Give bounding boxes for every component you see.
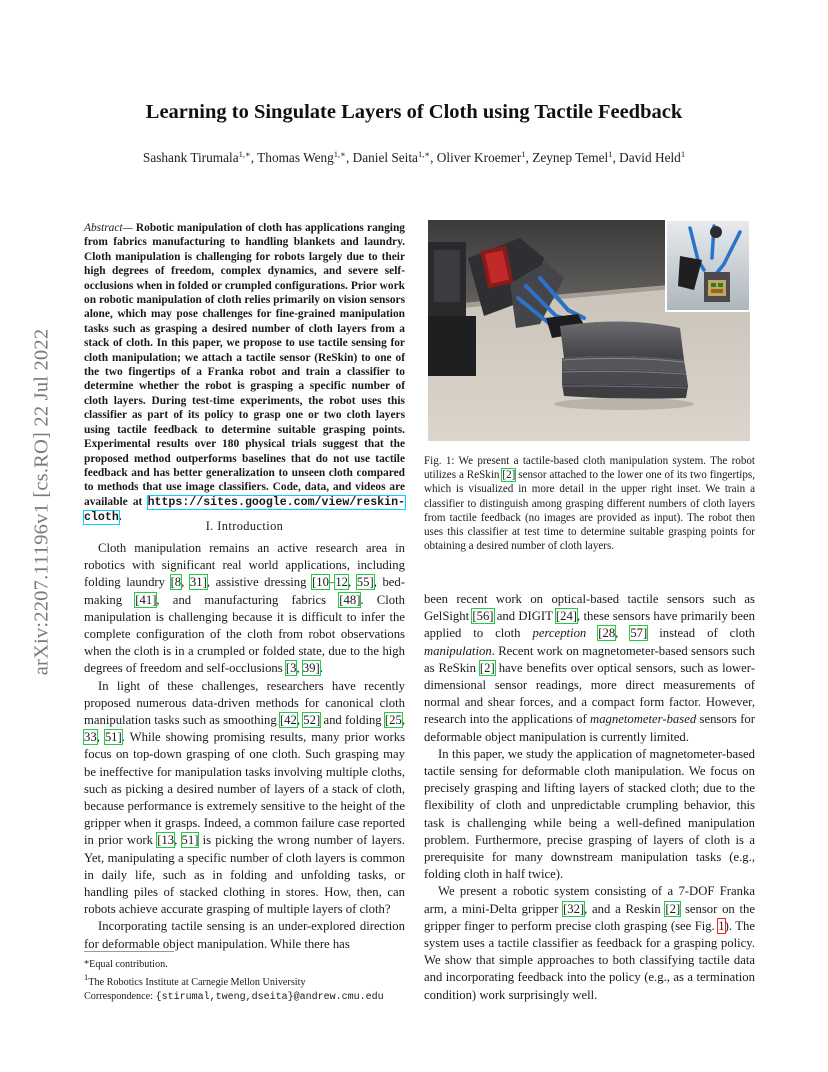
introduction-body [84,540,405,953]
author-name: Sashank Tirumala [142,150,239,165]
footnote-correspondence [84,990,405,1004]
citation-link[interactable]: 39] [302,661,320,676]
right-column-body [424,591,755,1004]
author-name: Daniel Seita [352,150,418,165]
abstract-label: Abstract— [84,222,133,234]
author-affiliation: 1 [680,149,686,159]
arxiv-identifier: arXiv:2207.11196v1 [cs.RO] 22 Jul 2022 [30,328,53,676]
author-name: Oliver Kroemer [436,150,522,165]
citation-link[interactable]: 31] [189,575,207,590]
author-name: Thomas Weng [257,150,334,165]
abstract [84,221,405,526]
paragraph: We present a robotic system consisting of a 7-DOF Franka arm, a mini-Delta gripper [32], and a Reskin [2] sensor on the gripper finger to perform precise cloth grasping (see Fig. 1). The system uses a tactile classifier as feedback for a grasping policy. We show that simple approaches to both classifying tactile data and incorporating feedback into the policy (e.g., as a termination condition) work surprisingly well. [424,884,755,1002]
abstract-end: . [118,511,122,524]
paragraph: Cloth manipulation remains an active research area in robotics with significant real world applications, including folding laundry [8, 31], assistive dressing [10–12, 55], bed-making [41], and manufacturing fabrics [48]. Cloth manipulation is challenging because it is difficult to infer the complete configuration of the cloth from robot observations when the cloth is in a crumpled or folded state, due to the high degrees of freedom and self-occlusions [3, 39]. [84,541,406,676]
affiliation-text: The Robotics Institute at Carnegie Mellon University [88,977,306,989]
citation-link[interactable]: 33 [84,730,97,745]
citation-link[interactable]: [32] [563,901,585,916]
citation-link[interactable]: [2] [665,901,681,916]
author-list: Sashank Tirumala$^{1,∗}$, Thomas Weng$^{1,∗}$, Daniel Seita$^{1,∗}$, Oliver Kroemer$^1$, Zeynep Temel$^1$, David Held$^1$ [142,149,686,165]
correspondence-label: Correspondence: [84,990,156,1002]
citation-link[interactable]: 55] [356,575,374,590]
author-name: Zeynep Temel [532,150,609,165]
footnotes [84,958,405,1004]
gripper-inset [666,220,750,311]
citation-link[interactable]: [28 [598,626,616,641]
author-name: David Held [619,150,681,165]
paragraph: been recent work on optical-based tactile sensors such as GelSight [56] and DIGIT [24], these sensors have primarily been applied to cloth perception [28, 57] instead of cloth manipulation. Recent work on magnetometer-based sensors such as ReSkin [2] have benefits over optical sensors, such as lower-dimensional sensor readings, more direct measurements of normal and shear forces, and a compact form factor. However, research into the applications of magnetometer-based sensors for deformable object manipulation is currently limited. [424,592,755,744]
author-affiliation: 1,∗ [333,149,346,159]
citation-link[interactable]: [56] [472,609,494,624]
citation-link[interactable]: [2] [479,660,495,675]
citation-link[interactable]: 52] [303,713,321,728]
citation-link[interactable]: 51] [181,833,199,848]
citation-link[interactable]: [48] [339,592,361,607]
paragraph: Incorporating tactile sensing is an under-explored direction for deformable object manipulation. While there has [84,919,405,951]
paragraph: In light of these challenges, researchers have recently proposed numerous data-driven methods for canonical cloth manipulation tasks such as smoothing [42, 52] and folding [25, 33, 51]. While showing promising results, many prior works focus on top-down grasping of one cloth. Such grasping may be ineffective for manipulation tasks involving multiple cloths, such as picking a desired number of layers of a stack of cloth, because performance is extremely sensitive to the height of the gripper when it grasps. Indeed, a common failure case reported in prior work [13, 51] is picking the wrong number of layers. Yet, manipulating a specific number of cloth layers is common in daily life, such as in folding and unfolding tasks, or handling piles of stacked clothing in stores. How, then, can robots achieve accurate grasping of multiple layers of cloth? [84,678,406,917]
figure-reference-link[interactable]: 1 [718,918,725,933]
figure-caption: Fig. 1: We present a tactile-based cloth manipulation system. The robot utilizes a ReSkin [2] sensor attached to the lower one of its two fingertips, which is visualized in more detail in the upper right inset. We train a classifier to distinguish among grasping different numbers of cloth layers from tactile feedback (no images are provided as input). The robot then uses this classifier at test time to determine suitable grasping points for obtaining a desired number of cloth layers. [424,455,755,553]
emphasis: perception [532,626,587,641]
citation-link[interactable]: [41] [135,592,157,607]
citation-link[interactable]: 51] [104,730,122,745]
citation-link[interactable]: [42 [279,713,297,728]
correspondence-emails[interactable]: {stirumal,tweng,dseita}@andrew.cmu.edu [155,991,384,1003]
footnote-affiliation [84,971,405,989]
citation-link[interactable]: 57] [630,626,648,641]
footnote-equal-contribution: *Equal contribution. [84,959,168,970]
emphasis: manipulation [424,643,492,658]
project-link[interactable]: https://sites.google.com/view/reskin-cloth [84,495,405,525]
abstract-text: Robotic manipulation of cloth has applications ranging from fabrics manufacturing to handling blankets and laundry. Cloth manipulation is challenging for robots largely due to their high degrees of freedom, complex dynamics, and severe self-occlusions when in folded or crumpled configurations. Prior work on robotic manipulation of cloth relies primarily on vision sensors alone, which may pose challenges for fine-grained manipulation tasks such as grasping a desired number of cloth layers from a stack of cloth. In this paper, we propose to use tactile sensing for cloth manipulation; we attach a tactile sensor (ReSkin) to one of the two fingertips of a Franka robot and train a classifier to determine whether the robot is grasping a specific number of cloth layers. During test-time experiments, the robot uses this classifier as part of its policy to grasp one or two cloth layers using tactile feedback to determine suitable grasping points. Experimental results over 180 physical trials suggest that the proposed method outperforms baselines that do not use tactile feedback and has better generalization to unseen cloth compared to methods that use image classifiers. Code, data, and videos are available at [84,222,405,508]
arxiv-sidebar [20,292,64,712]
cloth-stack [560,321,688,398]
paragraph: In this paper, we study the application of magnetometer-based tactile sensing for deformable cloth manipulation. We focus on precisely grasping and lifting layers of stacked cloth; due to the flexibility of cloth and unpredictable crumpling behavior, this task is challenging while being a well-defined manipulation problem. Furthermore, precise grasping of layers of cloth is a prerequisite for many downstream manipulation tasks (e.g., folding cloth in half twice). [424,746,755,882]
emphasis: magnetometer-based [590,712,697,727]
figure-1-robot-photo [428,220,750,441]
citation-link[interactable]: [2] [502,469,516,482]
affiliation-mark: 1 [84,972,89,983]
citation-link[interactable]: [24] [555,609,578,624]
citation-link[interactable]: [10 [312,575,329,590]
citation-link[interactable]: 12 [335,575,349,590]
robot-gripper-illustration [428,220,750,441]
citation-link[interactable]: [13 [157,833,175,848]
author-affiliation: 1 [521,149,526,159]
citation-link[interactable]: [8 [170,575,182,590]
citation-link[interactable]: [25 [384,713,402,728]
citation-link[interactable]: [3 [285,661,297,676]
footnote-divider [84,951,174,952]
author-affiliation: 1,∗ [417,149,431,159]
paper-title: Learning to Singulate Layers of Cloth using Tactile Feedback [145,101,683,123]
section-heading: I. Introduction [205,519,284,533]
author-affiliation: 1 [608,149,613,159]
author-affiliation: 1,∗ [238,149,251,159]
